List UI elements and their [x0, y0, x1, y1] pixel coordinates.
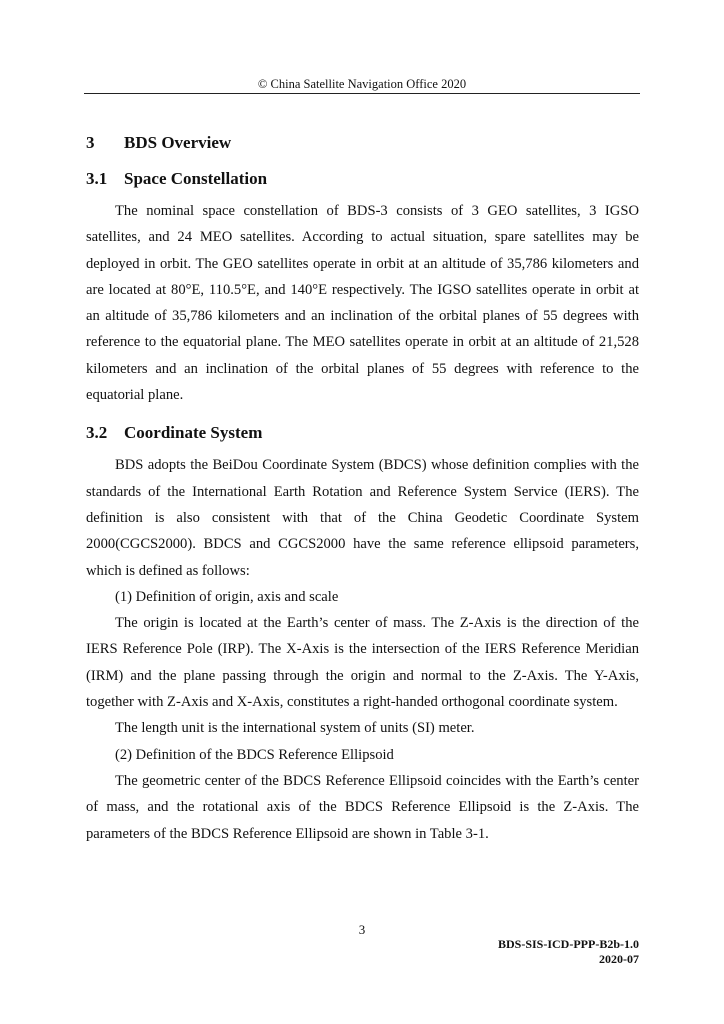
paragraph-ellipsoid-definition: The geometric center of the BDCS Reference Ellipsoid coincides with the Earth’s center of mass, and the rotational axis of the BDCS Reference Ellipsoid is the Z-Axis. The parameters of the BDCS Reference Ellipsoid are shown in Table 3-1.	[86, 772, 639, 842]
page-header: © China Satellite Navigation Office 2020	[257, 77, 467, 91]
section-number: 3	[86, 133, 95, 152]
document-date: 2020-07	[599, 952, 639, 966]
paragraph-origin-definition: The origin is located at the Earth’s center of mass. The Z-Axis is the direction of the IERS Reference Pole (IRP). The X-Axis is the intersection of the IERS Reference Meridian (IRM) and the plane passing through the origin and normal to the Z-Axis. The Y-Axis, together with Z-Axis and X-Axis, constitutes a right-handed orthogonal coordinate system.	[86, 615, 639, 711]
paragraph-ellipsoid-heading: (2) Definition of the BDCS Reference Ellipsoid	[115, 746, 394, 763]
section-heading-3-2	[86, 422, 639, 444]
section-title: BDS Overview	[124, 133, 232, 152]
page-number: 3	[358, 922, 366, 937]
paragraph-length-unit: The length unit is the international system of units (SI) meter.	[115, 720, 475, 737]
section-number: 3.2	[86, 423, 108, 443]
paragraph-origin-heading: (1) Definition of origin, axis and scale	[115, 588, 339, 605]
section-heading-3	[86, 132, 639, 154]
section-heading-3-1	[86, 168, 639, 190]
paragraph-constellation: The nominal space constellation of BDS-3 consists of 3 GEO satellites, 3 IGSO satellites, and 24 MEO satellites. According to actual situation, spare satellites may be deployed in orbit. The GEO satellites operate in orbit at an altitude of 35,786 kilometers and are located at 80°E, 110.5°E, and 140°E respectively. The IGSO satellites operate in orbit at an altitude of 35,786 kilometers and an inclination of the orbital planes of 55 degrees with reference to the equatorial plane. The MEO satellites operate in orbit at an altitude of 21,528 kilometers and an inclination of the orbital planes of 55 degrees with reference to the equatorial plane.	[86, 203, 639, 404]
section-title: Space Constellation	[124, 169, 268, 188]
section-title: Coordinate System	[124, 423, 263, 443]
document-identifier	[498, 937, 639, 967]
document-code: BDS-SIS-ICD-PPP-B2b-1.0	[497, 937, 639, 951]
page-body	[86, 126, 639, 847]
paragraph-bdcs-intro: BDS adopts the BeiDou Coordinate System (BDCS) whose definition complies with the standards of the International Earth Rotation and Reference System Service (IERS). The definition is also consistent with that of the China Geodetic Coordinate System 2000(CGCS2000). BDCS and CGCS2000 have the same reference ellipsoid parameters, which is defined as follows:	[86, 457, 639, 579]
header-divider	[84, 93, 640, 94]
section-number: 3.1	[86, 169, 108, 188]
